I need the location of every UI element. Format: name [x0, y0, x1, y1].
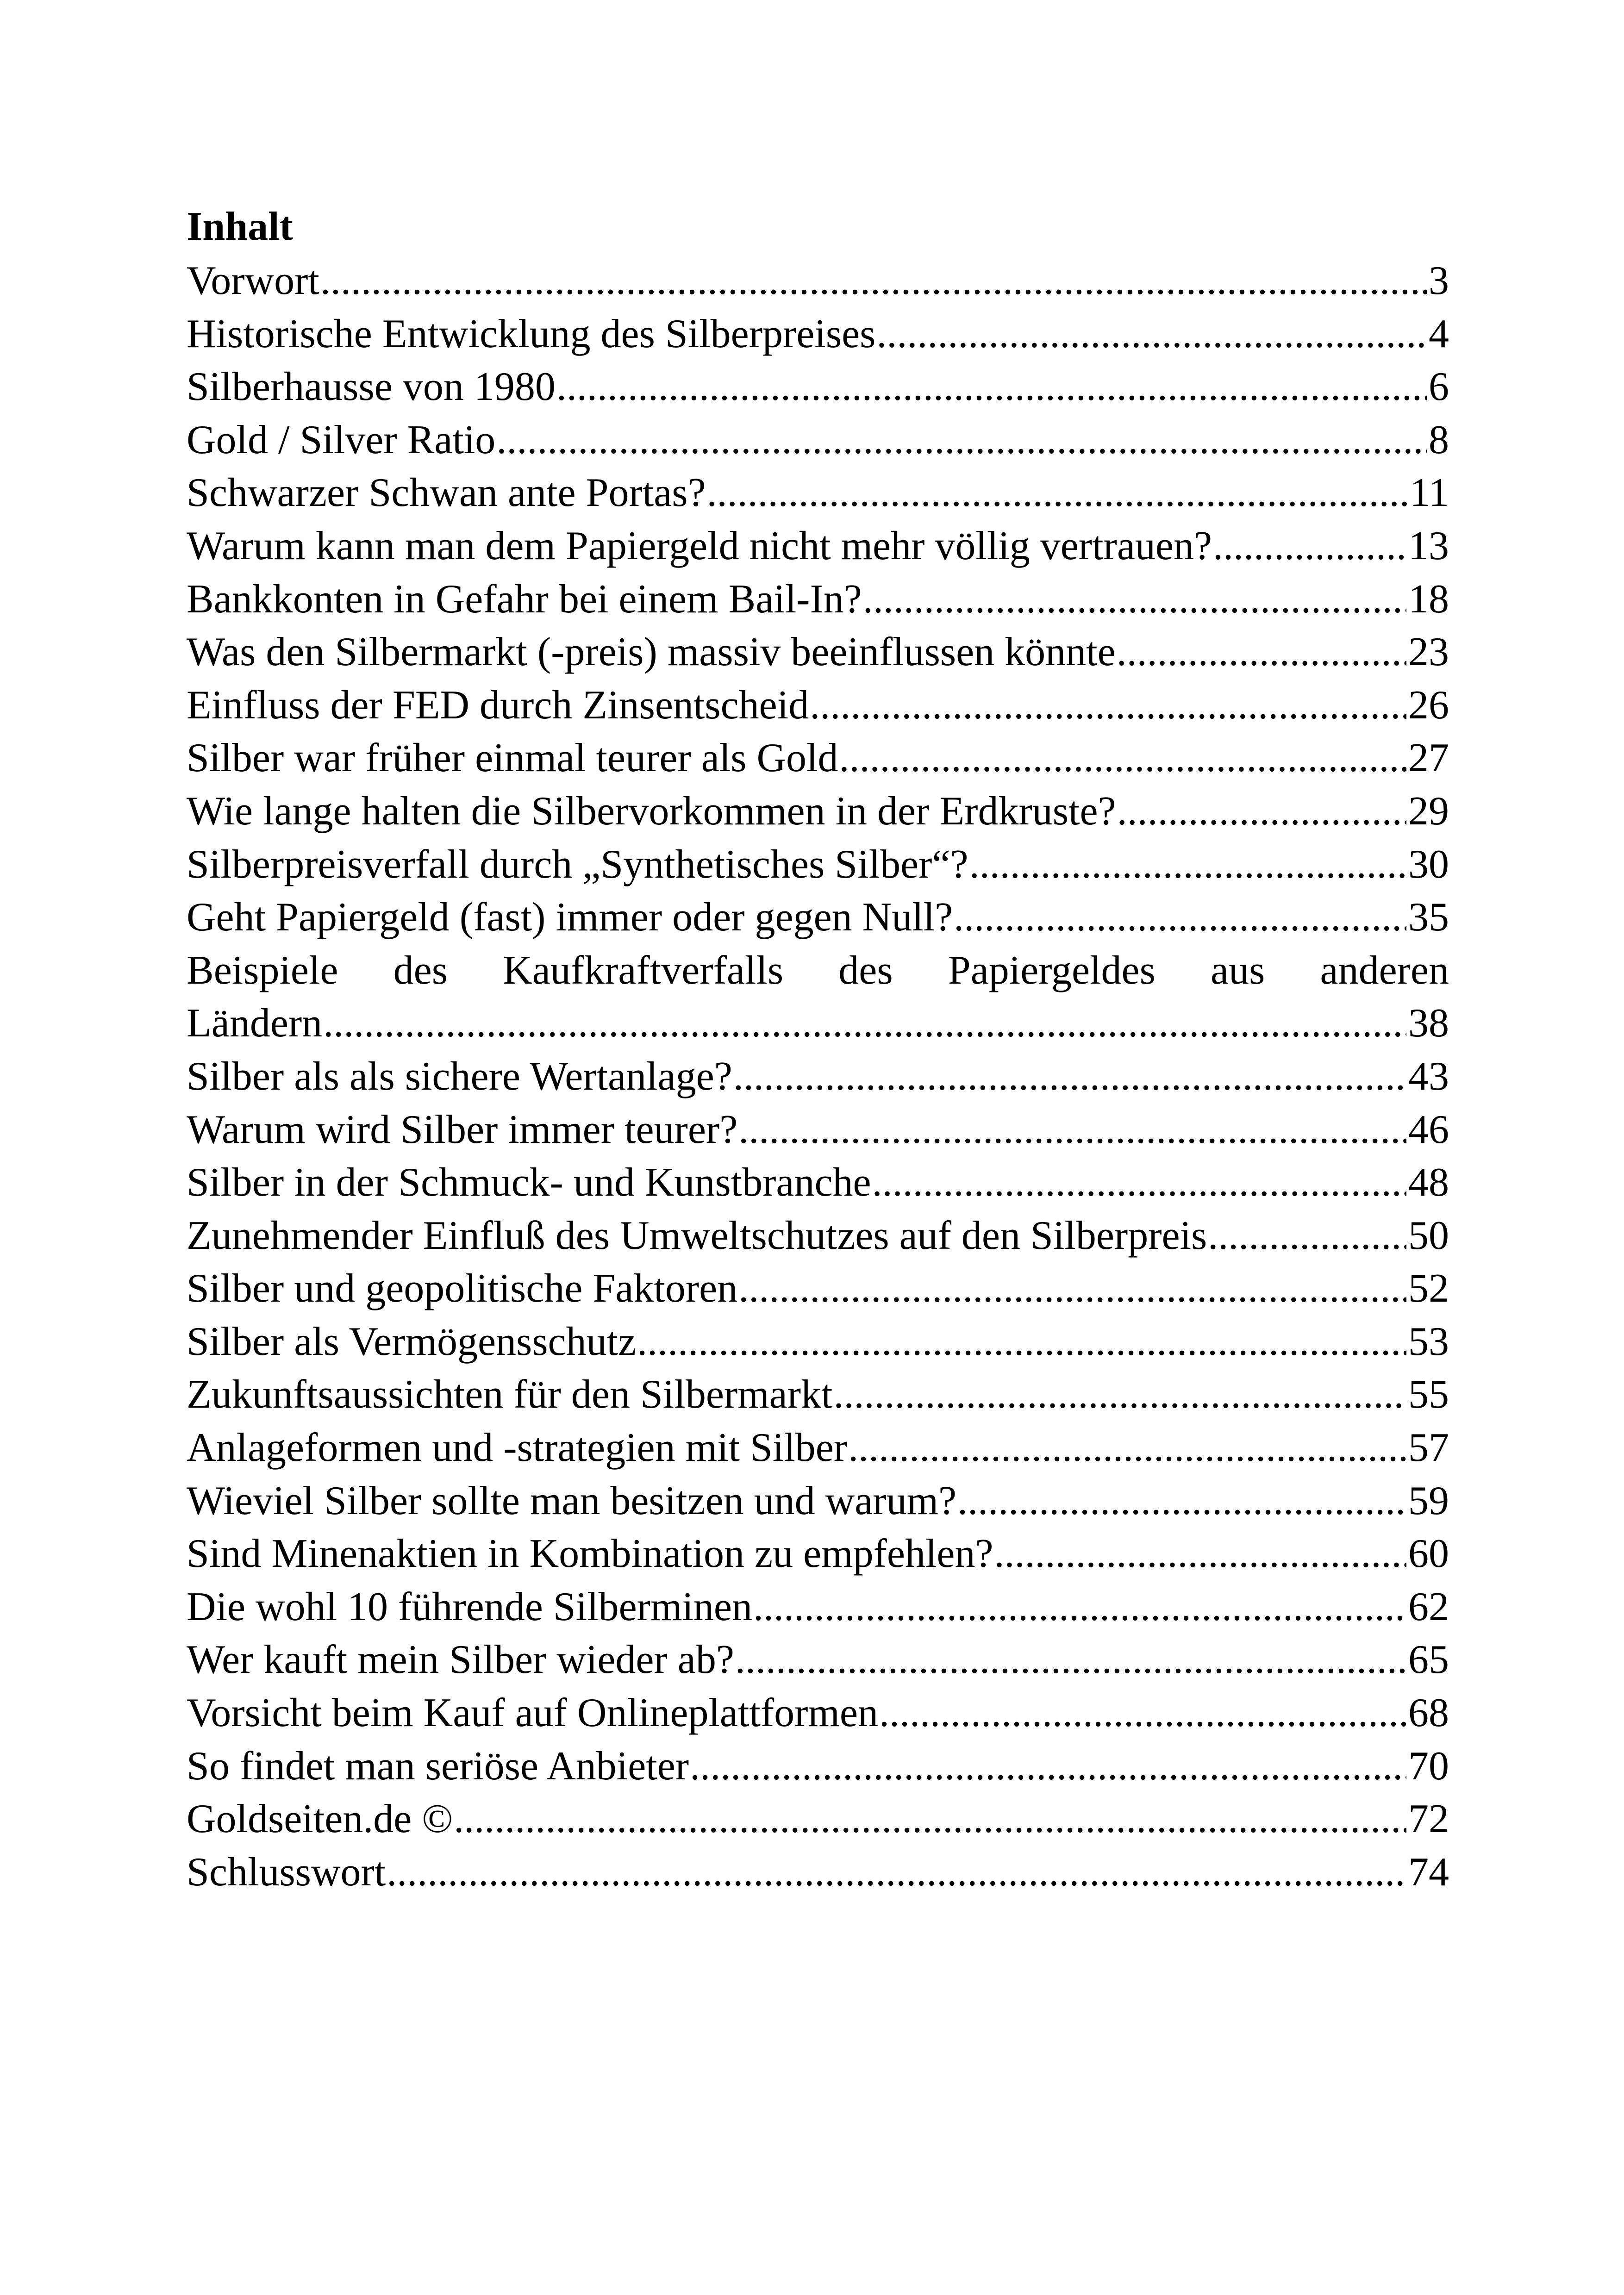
- toc-entry[interactable]: [187, 361, 1449, 414]
- toc-page-number: 23: [1408, 630, 1449, 675]
- toc-page-number: 11: [1410, 470, 1449, 516]
- toc-entry[interactable]: [187, 255, 1449, 308]
- toc-dot-leader: [954, 891, 1406, 944]
- toc-entry[interactable]: [187, 1316, 1449, 1369]
- toc-dot-leader: [738, 1262, 1406, 1316]
- toc-entry[interactable]: [187, 1210, 1449, 1263]
- toc-page-number: 46: [1408, 1107, 1449, 1152]
- toc-page-number: 27: [1408, 736, 1449, 781]
- toc-dot-leader: [872, 1156, 1406, 1210]
- toc-entry-label: So findet man seriöse Anbieter: [187, 1743, 689, 1789]
- toc-dot-leader: [707, 467, 1408, 520]
- toc-page-number: 74: [1408, 1849, 1449, 1895]
- toc-page-number: 43: [1408, 1054, 1449, 1099]
- toc-page-number: 6: [1429, 364, 1449, 410]
- toc-entry-label: Vorwort: [187, 258, 319, 303]
- toc-page-number: 29: [1408, 788, 1449, 834]
- toc-entry-label: Warum wird Silber immer teurer?: [187, 1107, 738, 1152]
- toc-dot-leader: [957, 1475, 1406, 1528]
- toc-entry[interactable]: [187, 1793, 1449, 1846]
- toc-entry[interactable]: [187, 1581, 1449, 1634]
- toc-dot-leader: [810, 679, 1406, 732]
- toc-page-number: 68: [1408, 1690, 1449, 1736]
- toc-dot-leader: [876, 308, 1427, 361]
- toc-entry-label: Silberhausse von 1980: [187, 364, 556, 410]
- toc-entry[interactable]: [187, 1368, 1449, 1422]
- toc-entry-label: Gold / Silver Ratio: [187, 417, 496, 462]
- toc-dot-leader: [738, 1104, 1406, 1157]
- toc-entry-label: Geht Papiergeld (fast) immer oder gegen Null?: [187, 895, 953, 940]
- toc-entry[interactable]: [187, 1475, 1449, 1528]
- toc-entry-label: Einfluss der FED durch Zinsentscheid: [187, 682, 809, 728]
- toc-dot-leader: [833, 1368, 1406, 1422]
- toc-entry[interactable]: [187, 1528, 1449, 1581]
- toc-entry[interactable]: [187, 467, 1449, 520]
- toc-entry[interactable]: [187, 944, 1449, 998]
- toc-dot-leader: [994, 1528, 1406, 1581]
- toc-entry-label: Silber und geopolitische Faktoren: [187, 1266, 738, 1311]
- toc-dot-leader: [1117, 626, 1406, 679]
- toc-dot-leader: [1117, 785, 1406, 838]
- toc-page-number: 72: [1408, 1796, 1449, 1842]
- toc-page-number: 35: [1408, 895, 1449, 940]
- toc-entry[interactable]: [187, 520, 1449, 573]
- toc-dot-leader: [496, 414, 1427, 467]
- toc-page-number: 53: [1408, 1319, 1449, 1364]
- toc-page-number: 65: [1408, 1637, 1449, 1683]
- toc-dot-leader: [690, 1740, 1406, 1793]
- toc-dot-leader: [454, 1793, 1406, 1846]
- toc-entry-label: Zunehmender Einfluß des Umweltschutzes auf den Silberpreis: [187, 1213, 1207, 1258]
- toc-entry[interactable]: [187, 1846, 1449, 1899]
- toc-entry-label: Schwarzer Schwan ante Portas?: [187, 470, 706, 516]
- toc-dot-leader: [1213, 520, 1406, 573]
- toc-entry[interactable]: [187, 308, 1449, 361]
- toc-entry[interactable]: [187, 1634, 1449, 1687]
- toc-dot-leader: [387, 1846, 1406, 1899]
- toc-entry[interactable]: [187, 1050, 1449, 1104]
- toc-entry[interactable]: [187, 891, 1449, 944]
- toc-title: Inhalt: [187, 204, 293, 249]
- toc-page-number: 55: [1408, 1372, 1449, 1417]
- toc-entry[interactable]: [187, 838, 1449, 892]
- toc-entry[interactable]: [187, 732, 1449, 785]
- toc-dot-leader: [969, 838, 1406, 892]
- toc-entry[interactable]: [187, 626, 1449, 679]
- toc-entry-label: Silber als als sichere Wertanlage?: [187, 1054, 732, 1099]
- toc-page-number: 38: [1408, 1001, 1449, 1046]
- toc-page-number: 62: [1408, 1584, 1449, 1629]
- table-of-contents: [187, 199, 1449, 1899]
- toc-dot-leader: [323, 997, 1406, 1050]
- toc-entry[interactable]: [187, 1740, 1449, 1793]
- toc-page-number: 57: [1408, 1425, 1449, 1471]
- toc-entry-label: Historische Entwicklung des Silberpreises: [187, 311, 876, 356]
- toc-entry-label: Silberpreisverfall durch „Synthetisches Silber“?: [187, 842, 968, 887]
- toc-entry-label: Die wohl 10 führende Silberminen: [187, 1584, 752, 1629]
- toc-entry-label: Silber war früher einmal teurer als Gold: [187, 736, 838, 781]
- toc-entry-label: Goldseiten.de ©: [187, 1796, 453, 1842]
- toc-page-number: 26: [1408, 682, 1449, 728]
- toc-dot-leader: [1208, 1210, 1406, 1263]
- toc-dot-leader: [879, 1687, 1406, 1740]
- toc-entry[interactable]: [187, 1262, 1449, 1316]
- toc-list: [187, 255, 1449, 1899]
- toc-entry-label: Ländern: [187, 1001, 323, 1046]
- toc-entry-label: Silber in der Schmuck- und Kunstbranche: [187, 1160, 871, 1205]
- toc-page-number: 4: [1429, 311, 1449, 356]
- toc-entry-label: Zukunftsaussichten für den Silbermarkt: [187, 1372, 833, 1417]
- toc-page-number: 48: [1408, 1160, 1449, 1205]
- toc-entry-label: Anlageformen und -strategien mit Silber: [187, 1425, 848, 1471]
- toc-page-number: 50: [1408, 1213, 1449, 1258]
- toc-dot-leader: [753, 1581, 1406, 1634]
- toc-page-number: 13: [1408, 523, 1449, 568]
- toc-dot-leader: [320, 255, 1427, 308]
- toc-dot-leader: [735, 1634, 1406, 1687]
- toc-entry-label: Wie lange halten die Silbervorkommen in der Erdkruste?: [187, 788, 1116, 834]
- toc-dot-leader: [848, 1422, 1406, 1475]
- toc-entry[interactable]: [187, 1687, 1449, 1740]
- toc-page-number: 8: [1429, 417, 1449, 462]
- toc-dot-leader: [733, 1050, 1406, 1104]
- toc-entry-label: Beispiele des Kaufkraftverfalls des Papiergeldes aus anderen: [187, 948, 1449, 993]
- toc-dot-leader: [556, 361, 1427, 414]
- toc-page-number: 60: [1408, 1531, 1449, 1577]
- toc-page-number: 70: [1408, 1743, 1449, 1789]
- toc-page-number: 18: [1408, 576, 1449, 622]
- toc-dot-leader: [863, 573, 1406, 626]
- toc-entry-label: Warum kann man dem Papiergeld nicht mehr völlig vertrauen?: [187, 523, 1212, 568]
- toc-entry-label: Wer kauft mein Silber wieder ab?: [187, 1637, 734, 1683]
- toc-page-number: 30: [1408, 842, 1449, 887]
- toc-dot-leader: [637, 1316, 1406, 1369]
- toc-page-number: 52: [1408, 1266, 1449, 1311]
- toc-entry-label: Was den Silbermarkt (-preis) massiv beeinflussen könnte: [187, 630, 1116, 675]
- toc-entry[interactable]: [187, 785, 1449, 838]
- toc-page-number: 3: [1429, 258, 1449, 303]
- toc-entry[interactable]: [187, 414, 1449, 467]
- toc-entry[interactable]: [187, 573, 1449, 626]
- toc-entry-label: Schlusswort: [187, 1849, 386, 1895]
- toc-page-number: 59: [1408, 1478, 1449, 1523]
- toc-entry-label: Silber als Vermögensschutz: [187, 1319, 637, 1364]
- toc-dot-leader: [839, 732, 1406, 785]
- toc-entry[interactable]: [187, 679, 1449, 732]
- toc-entry-label: Bankkonten in Gefahr bei einem Bail-In?: [187, 576, 862, 622]
- toc-entry[interactable]: [187, 1422, 1449, 1475]
- toc-entry[interactable]: [187, 997, 1449, 1050]
- toc-entry-label: Vorsicht beim Kauf auf Onlineplattformen: [187, 1690, 878, 1736]
- toc-entry-label: Wieviel Silber sollte man besitzen und warum?: [187, 1478, 957, 1523]
- toc-entry-label: Sind Minenaktien in Kombination zu empfehlen?: [187, 1531, 993, 1577]
- toc-entry[interactable]: [187, 1104, 1449, 1157]
- toc-entry[interactable]: [187, 1156, 1449, 1210]
